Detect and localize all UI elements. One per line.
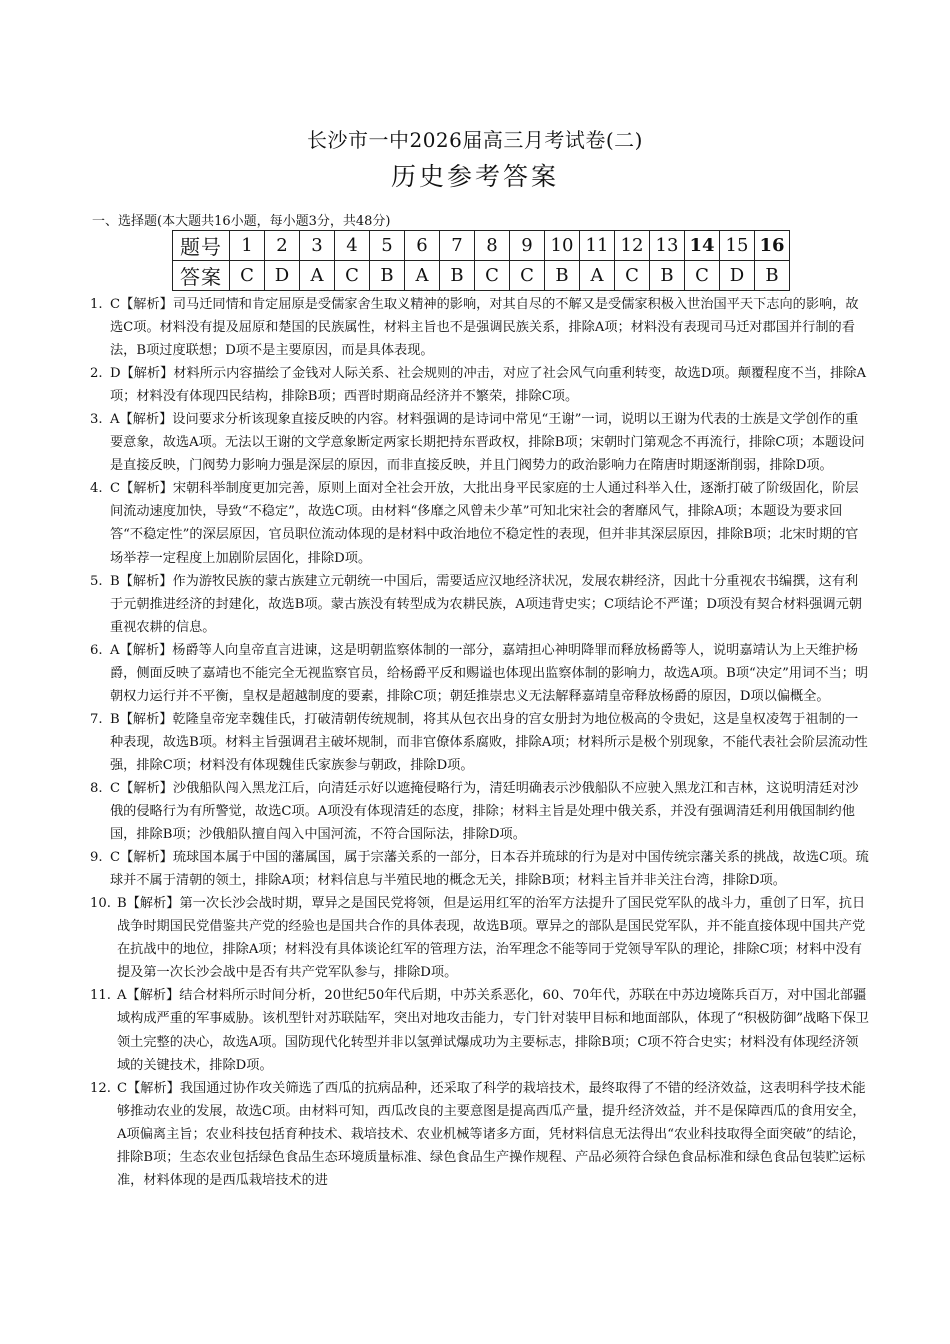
item-number: 1. xyxy=(90,297,103,312)
answer-cell: A xyxy=(300,261,335,291)
question-number: 12 xyxy=(615,231,650,261)
item-text: A【解析】设问要求分析该现象直接反映的内容。材料强调的是诗词中常见“王谢”一词，说明以王谢为代表的士族是文学创作的重要意象，故选A项。无法以王谢的文学意象断定两家长期把持东晋政权，排除B项；宋朝时门第观念不再流行，排除C项；本题设问是直接反映，门阀势力影响力强是深层的原因，而非直接反映，并且门阀势力的政治影响力在隋唐时期逐渐削弱，排除D项。 xyxy=(110,412,865,474)
question-number: 9 xyxy=(510,231,545,261)
answer-cell: C xyxy=(335,261,370,291)
explanation-item xyxy=(90,708,870,777)
explanation-item xyxy=(90,570,870,639)
question-number: 2 xyxy=(265,231,300,261)
explanation-item xyxy=(90,777,870,846)
item-number: 10. xyxy=(90,896,111,912)
explanation-item xyxy=(90,639,870,708)
item-text: C【解析】琉球国本属于中国的藩属国，属于宗藩关系的一部分，日本吞并琉球的行为是对中国传统宗藩关系的挑战，故选C项。琉球并不属于清朝的领土，排除A项；材料信息与半殖民地的概念无关，排除B项；材料主旨并非关注台湾，排除D项。 xyxy=(110,850,869,889)
question-number: 10 xyxy=(545,231,580,261)
item-number: 6. xyxy=(90,642,103,658)
answer-cell: C xyxy=(475,261,510,291)
answer-cell: C xyxy=(615,261,650,291)
answer-cell: B xyxy=(370,261,405,291)
item-text: A【解析】杨爵等人向皇帝直言进谏，这是明朝监察体制的一部分，嘉靖担心神明降罪而释放杨爵等人，说明嘉靖认为上天维护杨爵，侧面反映了嘉靖也不能完全无视监察官员，给杨爵平反和赐谥也体现出监察体制的影响力，故选A项。B项“决定”用词不当；明朝权力运行并不平衡，皇权是超越制度的要素，排除C项；朝廷推崇忠义无法解释嘉靖皇帝释放杨爵的原因，D项以偏概全。 xyxy=(110,642,869,704)
explanation-item xyxy=(90,846,870,892)
answer-table xyxy=(172,230,790,291)
section-heading: 一、选择题(本大题共16小题，每小题3分，共48分) xyxy=(92,214,391,229)
item-number: 7. xyxy=(90,711,103,727)
item-text: B【解析】第一次长沙会战时期，覃异之是国民党将领，但是运用红军的治军方法提升了国民党军队的战斗力，重创了日军，抗日战争时期国民党借鉴共产党的经验也是国共合作的具体表现，故选B项。覃异之的部队是国民党军队，并不能直接体现中国共产党在抗战中的地位，排除A项；材料没有具体谈论红军的管理方法，治军理念不能等同于党领导军队的理论，排除C项；材料中没有提及第一次长沙会战中是否有共产党军队参与，排除D项。 xyxy=(117,896,866,981)
question-number: 14 xyxy=(685,231,720,261)
explanation-list xyxy=(90,293,870,1192)
answer-cell: C xyxy=(230,261,265,291)
question-number: 5 xyxy=(370,231,405,261)
exam-title: 长沙市一中2026届高三月考试卷(二) xyxy=(306,128,643,152)
answer-cell: B xyxy=(545,261,580,291)
answer-cell: C xyxy=(685,261,720,291)
question-number: 1 xyxy=(230,231,265,261)
question-number: 16 xyxy=(755,231,790,261)
answer-cell: B xyxy=(650,261,685,291)
item-text: C【解析】沙俄船队闯入黑龙江后，向清廷示好以遮掩侵略行为，清廷明确表示沙俄船队不应驶入黑龙江和吉林，这说明清廷对沙俄的侵略行为有所警觉，故选C项。A项没有体现清廷的态度，排除；材料主旨是处理中俄关系，并没有强调清廷利用俄国制约他国，排除B项；沙俄船队擅自闯入中国河流，不符合国际法，排除D项。 xyxy=(110,780,859,843)
explanation-item xyxy=(90,984,870,1076)
item-text: B【解析】作为游牧民族的蒙古族建立元朝统一中国后，需要适应汉地经济状况，发展农耕经济，因此十分重视农书编撰，这有利于元朝推进经济的封建化，故选B项。蒙古族没有转型成为农耕民族，A项违背史实；C项结论不严谨；D项没有契合材料强调元朝重视农耕的信息。 xyxy=(110,573,862,635)
answer-cell: B xyxy=(755,261,790,291)
row-label-number: 题号 xyxy=(173,231,230,261)
answer-table-answer-row xyxy=(173,261,790,291)
item-number: 5. xyxy=(90,573,103,589)
explanation-item xyxy=(90,362,870,408)
question-number: 11 xyxy=(580,231,615,261)
item-number: 4. xyxy=(90,481,103,497)
item-number: 3. xyxy=(90,412,103,428)
explanation-item xyxy=(90,408,870,477)
explanation-item xyxy=(90,1077,870,1192)
item-number: 2. xyxy=(90,366,103,382)
item-number: 11. xyxy=(90,988,111,1004)
item-number: 8. xyxy=(90,780,103,796)
item-text: B【解析】乾隆皇帝宠幸魏佳氏，打破清朝传统规制，将其从包衣出身的宫女册封为地位极高的令贵妃，这是皇权凌驾于祖制的一种表现，故选B项。材料主旨强调君主破坏规制，而非官僚体系腐败，排除A项；材料所示是极个别现象，不能代表社会阶层流动性强，排除C项；材料没有体现魏佳氏家族参与朝政，排除D项。 xyxy=(110,711,868,773)
row-label-answer: 答案 xyxy=(173,261,230,291)
answer-cell: B xyxy=(440,261,475,291)
question-number: 15 xyxy=(720,231,755,261)
item-text: C【解析】宋朝科举制度更加完善，原则上面对全社会开放，大批出身平民家庭的士人通过科举入仕，逐渐打破了阶级固化，阶层间流动速度加快，导致“不稳定”，故选C项。由材料“侈靡之风曾未少革”可知北宋社会的奢靡风气，排除A项；本题设为要求回答“不稳定性”的深层原因，官员职位流动体现的是材料中政治地位不稳定性的表现，但并非其深层原因，排除B项；北宋时期的官场举荐一定程度上加剧阶层固化，排除D项。 xyxy=(110,481,859,566)
answer-key-title: 历史参考答案 xyxy=(390,162,559,191)
answer-cell: C xyxy=(510,261,545,291)
question-number: 6 xyxy=(405,231,440,261)
answer-cell: A xyxy=(405,261,440,291)
item-text: A【解析】结合材料所示时间分析，20世纪50年代后期，中苏关系恶化，60、70年代，苏联在中苏边境陈兵百万，对中国北部疆域构成严重的军事威胁。该机型针对苏联陆军，突出对地攻击能力，专门针对装甲目标和地面部队，体现了“积极防御”战略下保卫领土完整的决心，故选A项。国防现代化转型并非以氢弹试爆成功为主要标志，排除B项；C项不符合史实；材料没有体现经济领域的关键技术，排除D项。 xyxy=(117,988,869,1073)
item-number: 12. xyxy=(90,1080,111,1096)
item-text: D【解析】材料所示内容描绘了金钱对人际关系、社会规则的冲击，对应了社会风气向重利转变，故选D项。颠覆程度不当，排除A项；材料没有体现四民结构，排除B项；西晋时期商品经济并不繁荣，排除C项。 xyxy=(110,366,866,405)
item-number: 9. xyxy=(90,850,103,866)
explanation-item xyxy=(90,477,870,569)
answer-cell: D xyxy=(265,261,300,291)
explanation-item xyxy=(90,293,870,362)
question-number: 13 xyxy=(650,231,685,261)
item-text: C【解析】司马迁同情和肯定屈原是受儒家舍生取义精神的影响，对其自尽的不解又是受儒家积极入世治国平天下志向的影响，故选C项。材料没有提及屈原和楚国的民族属性，材料主旨也不是强调民族关系，排除A项；材料没有表现司马迁对郡国并行制的看法，B项过度联想；D项不是主要原因，而是具体表现。 xyxy=(110,297,859,359)
question-number: 4 xyxy=(335,231,370,261)
question-number: 8 xyxy=(475,231,510,261)
explanation-item xyxy=(90,892,870,984)
answer-cell: D xyxy=(720,261,755,291)
answer-table-number-row xyxy=(173,231,790,261)
question-number: 3 xyxy=(300,231,335,261)
item-text: C【解析】我国通过协作攻关筛选了西瓜的抗病品种，还采取了科学的栽培技术，最终取得了不错的经济效益，这表明科学技术能够推动农业的发展，故选C项。由材料可知，西瓜改良的主要意图是提高西瓜产量，提升经济效益，并不是保障西瓜的食用安全，A项偏离主旨；农业科技包括育种技术、栽培技术、农业机械等诸多方面，凭材料信息无法得出“农业科技取得全面突破”的结论，排除B项；生态农业包括绿色食品生态环境质量标准、绿色食品生产操作规程、产品必须符合绿色食品标准和绿色食品包装贮运标准，材料体现的是西瓜栽培技术的进 xyxy=(117,1080,866,1188)
question-number: 7 xyxy=(440,231,475,261)
answer-cell: A xyxy=(580,261,615,291)
